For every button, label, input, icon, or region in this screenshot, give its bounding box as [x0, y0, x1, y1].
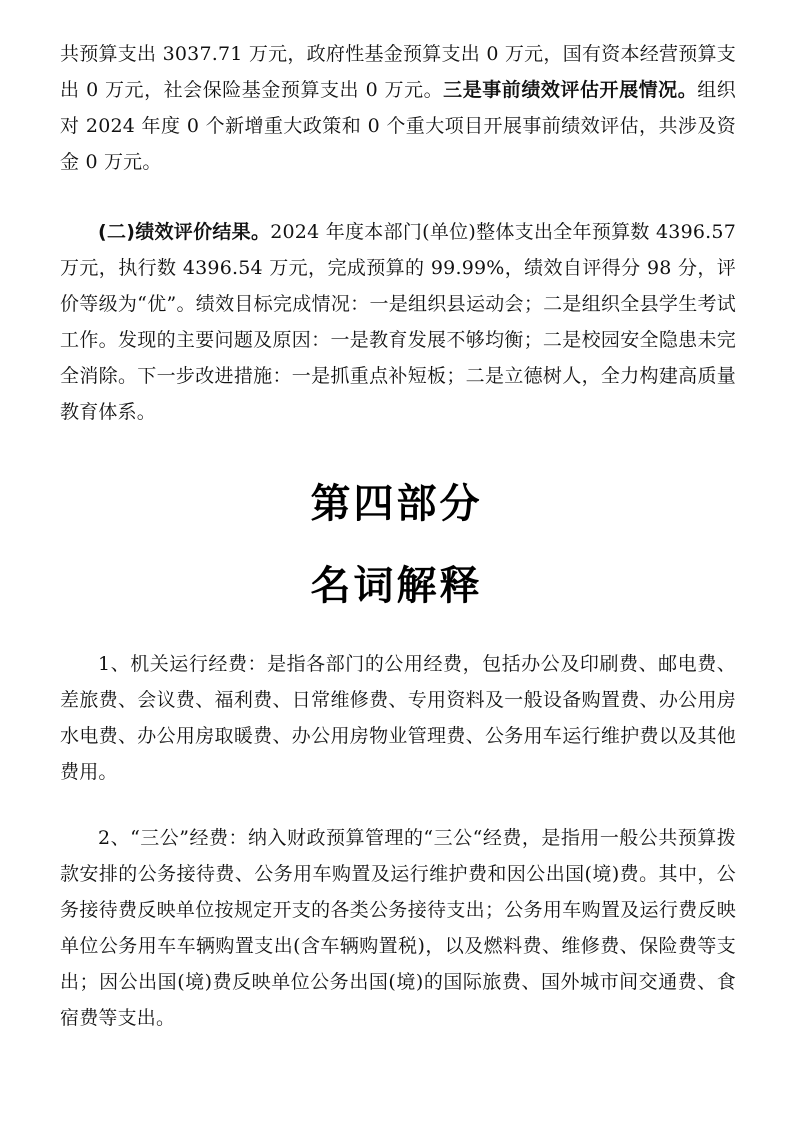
glossary-item-operating-expenses [60, 646, 736, 790]
glossary-item-three-public-expenses [60, 820, 736, 1036]
paragraph-text: 2024 年度本部门(单位)整体支出全年预算数 4396.57 万元，执行数 4396.54 万元，完成预算的 99.99%，绩效自评得分 98 分，评价等级为“优”。绩效目标完成情况：一是组织县运动会；二是组织全县学生考试工作。发现的主要问题及原因：一是教育发展不够均衡；二是校园安全隐患未完全消除。下一步改进措施：一是抓重点补短板；二是立德树人，全力构建高质量教育体系。 [60, 221, 736, 423]
glossary-text: 1、机关运行经费：是指各部门的公用经费，包括办公及印刷费、邮电费、差旅费、会议费、福利费、日常维修费、专用资料及一般设备购置费、办公用房水电费、办公用房取暖费、办公用房物业管理费、公务用车运行维护费以及其他费用。 [60, 653, 736, 783]
bold-heading-inline: 三是事前绩效评估开展情况。 [443, 79, 698, 101]
paragraph-performance-result [60, 214, 736, 430]
section-title-glossary: 名词解释 [310, 563, 483, 609]
paragraph-text: 共预算支出 3037.71 万元，政府性基金预算支出 0 万元，国有资本经营预算支出 0 万元，社会保险基金预算支出 0 万元。 [60, 43, 736, 101]
bold-heading-inline: (二)绩效评价结果。 [98, 221, 271, 243]
glossary-text: 2、“三公”经费：纳入财政预算管理的“三公“经费，是指用一般公共预算拨款安排的公务接待费、公务用车购置及运行维护费和因公出国(境)费。其中，公务接待费反映单位按规定开支的各类公务接待支出；公务用车购置及运行费反映单位公务用车车辆购置支出(含车辆购置税)，以及燃料费、维修费、保险费等支出；因公出国(境)费反映单位公务出国(境)的国际旅费、国外城市间交通费、食宿费等支出。 [60, 827, 736, 1029]
paragraph-budget-expenditure [60, 36, 736, 180]
paragraph-text: 组织对 2024 年度 0 个新增重大政策和 0 个重大项目开展事前绩效评估，共涉及资金 0 万元。 [60, 79, 736, 173]
section-title-part: 第四部分 [310, 481, 483, 527]
